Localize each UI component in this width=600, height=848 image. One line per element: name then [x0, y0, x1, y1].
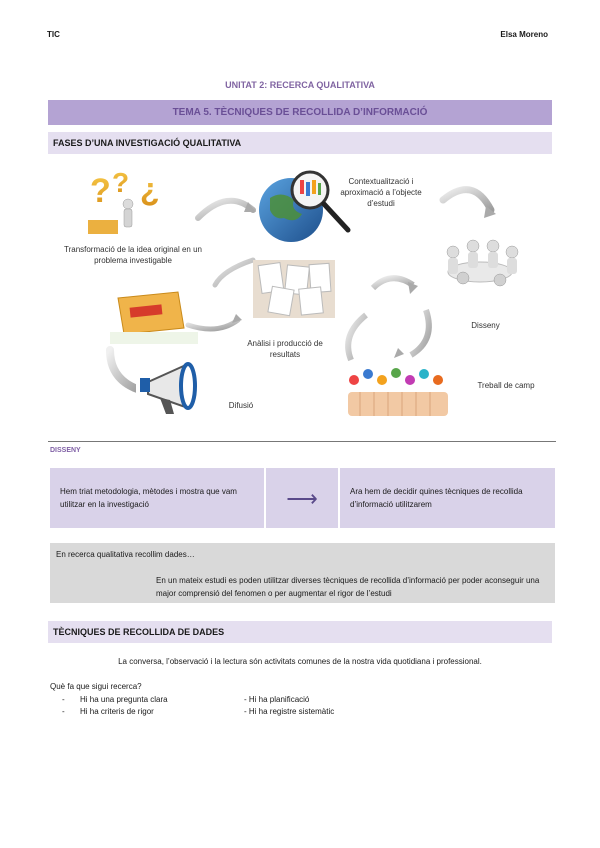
grey-box-line2: En un mateix estudi es poden utilitzar diverses tècniques de recollida d’informació per poder aconseguir una major comprensió del fenomen o per augmentar el rigor de l’estudi	[156, 576, 540, 598]
meeting-figures-image	[433, 236, 525, 298]
disseny-label: DISSENY	[50, 447, 81, 454]
bullet-dash: -	[62, 695, 65, 704]
phase-treball-label: Treball de camp	[477, 381, 535, 390]
curved-arrow-3	[215, 260, 253, 285]
criteria-item: Hi ha una pregunta clara	[80, 695, 168, 704]
header-subject: TIC	[47, 30, 60, 39]
megaphone-image	[136, 352, 218, 422]
hands-speech-bubbles-image	[342, 365, 454, 417]
tema-title: TEMA 5. TÈCNIQUES DE RECOLLIDA D’INFORMACIÓ	[48, 100, 552, 125]
phases-diagram	[48, 160, 552, 430]
curved-arrow-5	[110, 350, 140, 390]
section-title-techniques: TÈCNIQUES DE RECOLLIDA DE DADES	[48, 621, 552, 643]
curved-arrow-4	[188, 320, 238, 329]
grey-box-line1: En recerca qualitativa recollim dades…	[56, 550, 195, 559]
curved-arrow-2	[443, 190, 491, 210]
section-title-phases: FASES D’UNA INVESTIGACIÓ QUALITATIVA	[48, 132, 552, 154]
curved-arrow-1	[198, 201, 253, 218]
unit-title: UNITAT 2: RECERCA QUALITATIVA	[225, 80, 375, 90]
research-question: Què fa que sigui recerca?	[50, 682, 142, 691]
criteria-item: - Hi ha planificació	[244, 695, 310, 704]
disseny-box-right: Ara hem de decidir quines tècniques de recollida d’informació utilitzarem	[340, 468, 555, 528]
header-author: Elsa Moreno	[500, 30, 548, 39]
phase-contextualitzacio-label: Contextualització i aproximació a l’objecte d’estudi	[340, 177, 422, 208]
criteria-item: Hi ha criteris de rigor	[80, 707, 154, 716]
phase-analisi-label: Anàlisi i producció de resultats	[247, 339, 323, 359]
phase-disseny-label: Disseny	[471, 321, 500, 330]
svg-text:?: ?	[112, 167, 130, 198]
section-divider	[48, 441, 556, 442]
qualitative-data-box	[50, 543, 555, 603]
phase-transformacio-label: Transformació de la idea original en un problema investigable	[63, 245, 202, 265]
bullet-dash: -	[62, 707, 65, 716]
disseny-box-left: Hem triat metodologia, mètodes i mostra que vam utilitzar en la investigació	[50, 468, 264, 528]
arrow-right-icon: ⟶	[266, 468, 338, 528]
question-marks-image	[86, 160, 166, 235]
criteria-item: - Hi ha registre sistemàtic	[244, 707, 335, 716]
cycle-arrows-image	[348, 278, 429, 360]
svg-text:¿: ¿	[140, 171, 160, 207]
svg-text:?: ?	[90, 172, 111, 210]
globe-magnifier-image	[253, 168, 348, 246]
documents-image	[253, 260, 335, 318]
results-folder-image	[110, 292, 198, 344]
phase-difusio-label: Difusió	[228, 401, 254, 410]
techniques-intro: La conversa, l’observació i la lectura són activitats comunes de la nostra vida quotidiana i professional.	[118, 657, 482, 666]
